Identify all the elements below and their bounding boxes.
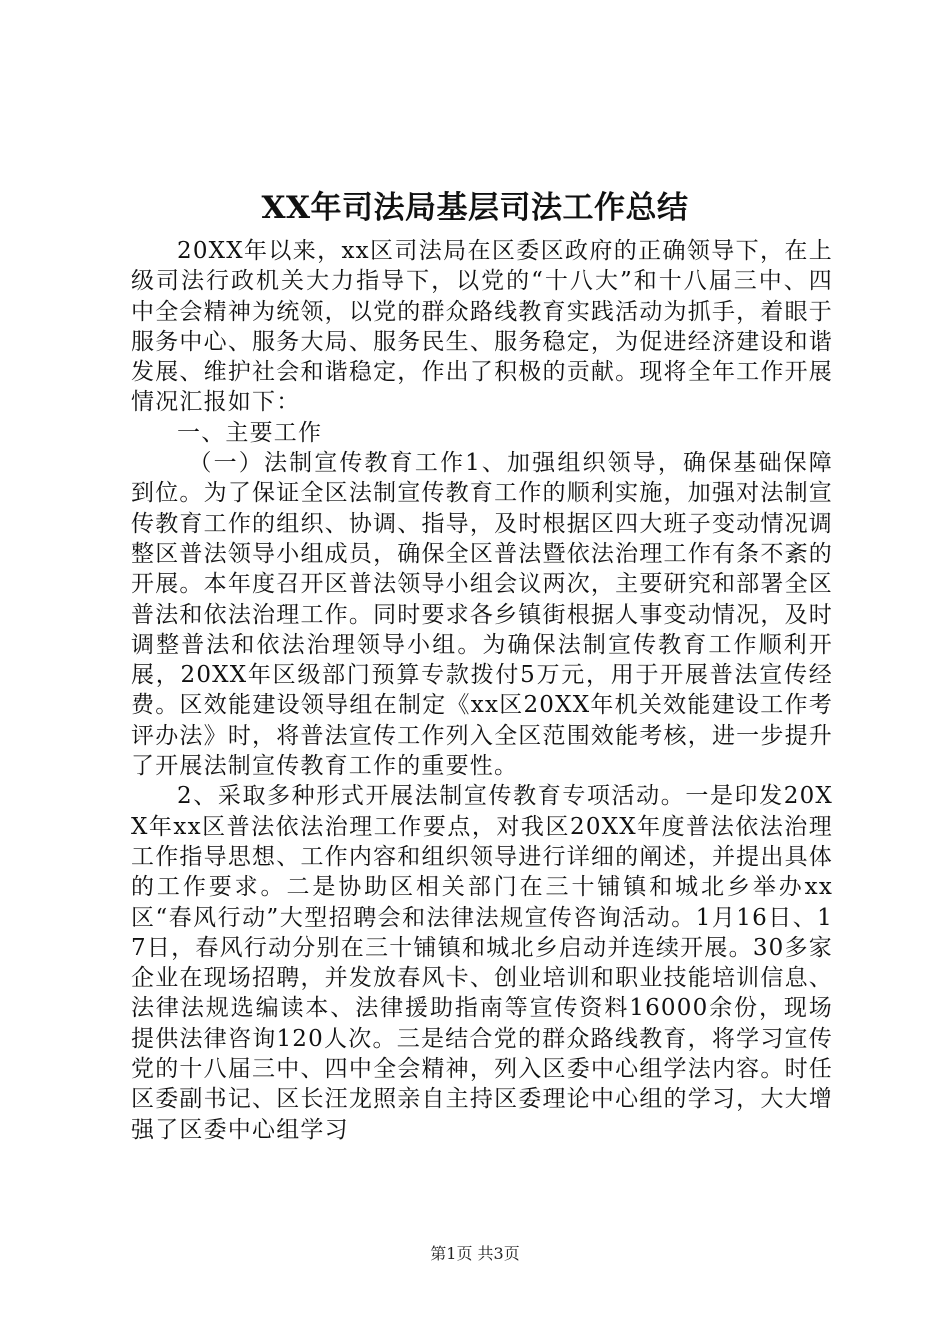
intro-paragraph: 20XX年以来，xx区司法局在区委区政府的正确领导下，在上级司法行政机关大力指导下，以党的“十八大”和十八届三中、四中全会精神为统领，以党的群众路线教育实践活动为抓手，着眼于服务中心、服务大局、服务民生、服务稳定，为促进经济建设和谐发展、维护社会和谐稳定，作出了积极的贡献。现将全年工作开展情况汇报如下： [131, 238, 833, 416]
document-title: XX年司法局基层司法工作总结 [261, 190, 689, 226]
paragraph-special-activities: 2、采取多种形式开展法制宣传教育专项活动。一是印发20XX年xx区普法依法治理工作要点，对我区20XX年度普法依法治理工作指导思想、工作内容和组织领导进行详细的阐述，并提出具体的工作要求。二是协助区相关部门在三十铺镇和城北乡举办xx区“春风行动”大型招聘会和法律法规宣传咨询活动。1月16日、17日，春风行动分别在三十铺镇和城北乡启动并连续开展。30多家企业在现场招聘，并发放春风卡、创业培训和职业技能培训信息、法律法规选编读本、法律援助指南等宣传资料16000余份，现场提供法律咨询120人次。三是结合党的群众路线教育，将学习宣传党的十八届三中、四中全会精神，列入区委中心组学法内容。时任区委副书记、区长汪龙照亲自主持区委理论中心组的学习，大大增强了区委中心组学习 [131, 783, 833, 1143]
paragraph-legal-education: （一）法制宣传教育工作1、加强组织领导，确保基础保障到位。为了保证全区法制宣传教育工作的顺利实施，加强对法制宣传教育工作的组织、协调、指导，及时根据区四大班子变动情况调整区普法领导小组成员，确保全区普法暨依法治理工作有条不紊的开展。本年度召开区普法领导小组会议两次，主要研究和部署全区普法和依法治理工作。同时要求各乡镇街根据人事变动情况，及时调整普法和依法治理领导小组。为确保法制宣传教育工作顺利开展，20XX年区级部门预算专款拨付5万元，用于开展普法宣传经费。区效能建设领导组在制定《xx区20XX年机关效能建设工作考评办法》时，将普法宣传工作列入全区范围效能考核，进一步提升了开展法制宣传教育工作的重要性。 [131, 450, 833, 780]
page-footer: 第1页 共3页 [430, 1244, 520, 1263]
document-body [131, 236, 833, 1145]
section-heading-main-work: 一、主要工作 [177, 419, 323, 446]
